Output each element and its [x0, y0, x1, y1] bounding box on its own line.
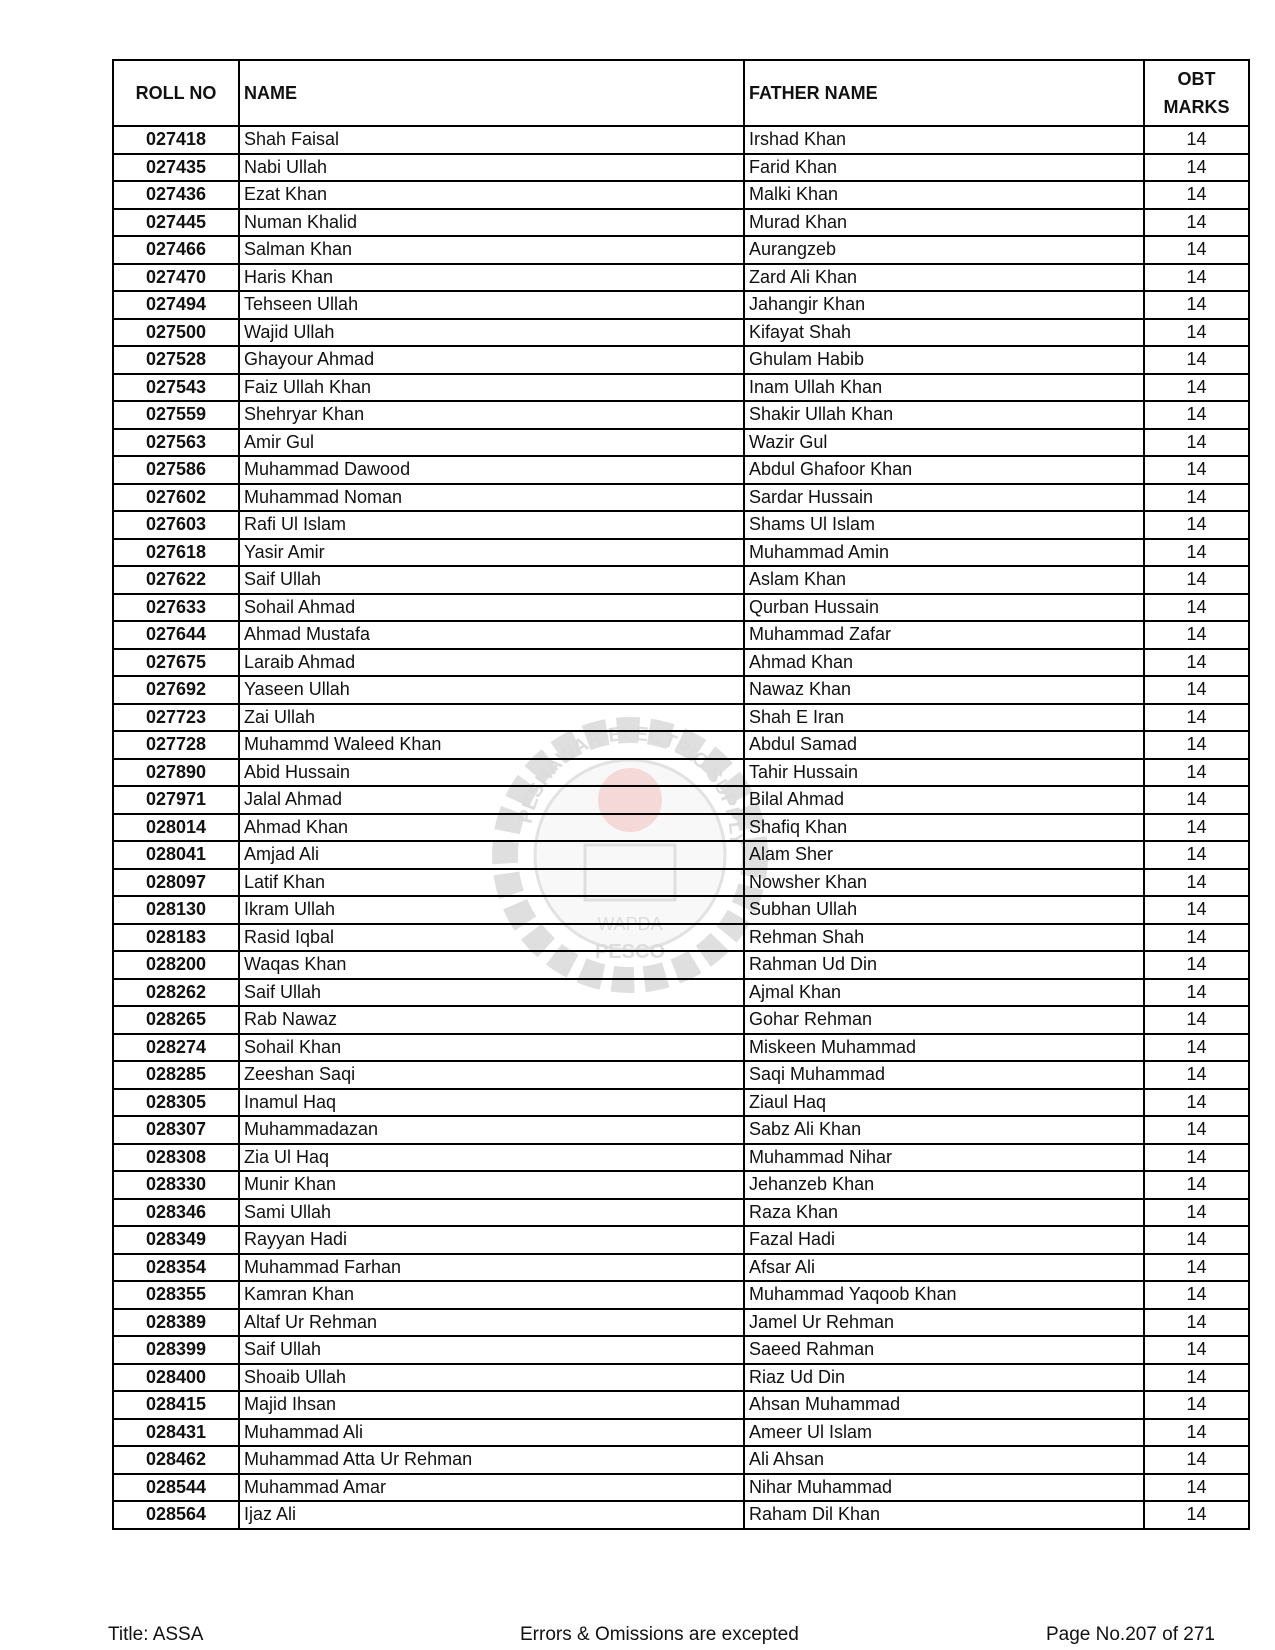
- table-row: [113, 1061, 1249, 1089]
- cell-obt-marks: 14: [1144, 429, 1249, 457]
- cell-roll-no: 027559: [113, 401, 239, 429]
- table-row: [113, 786, 1249, 814]
- cell-name: Rasid Iqbal: [239, 924, 744, 952]
- table-row: [113, 1501, 1249, 1529]
- cell-roll-no: 028462: [113, 1446, 239, 1474]
- cell-name: Muhammd Waleed Khan: [239, 731, 744, 759]
- cell-roll-no: 027435: [113, 154, 239, 182]
- cell-name: Abid Hussain: [239, 759, 744, 787]
- cell-obt-marks: 14: [1144, 1226, 1249, 1254]
- cell-roll-no: 028183: [113, 924, 239, 952]
- cell-roll-no: 027890: [113, 759, 239, 787]
- table-row: [113, 401, 1249, 429]
- cell-obt-marks: 14: [1144, 1171, 1249, 1199]
- header-name: NAME: [239, 60, 744, 126]
- cell-obt-marks: 14: [1144, 291, 1249, 319]
- cell-name: Shehryar Khan: [239, 401, 744, 429]
- cell-name: Ijaz Ali: [239, 1501, 744, 1529]
- cell-name: Ghayour Ahmad: [239, 346, 744, 374]
- cell-obt-marks: 14: [1144, 1419, 1249, 1447]
- cell-roll-no: 027470: [113, 264, 239, 292]
- cell-roll-no: 028389: [113, 1309, 239, 1337]
- cell-roll-no: 027728: [113, 731, 239, 759]
- cell-father-name: Sardar Hussain: [744, 484, 1144, 512]
- cell-father-name: Saeed Rahman: [744, 1336, 1144, 1364]
- table-row: [113, 264, 1249, 292]
- cell-father-name: Fazal Hadi: [744, 1226, 1144, 1254]
- cell-obt-marks: 14: [1144, 1501, 1249, 1529]
- cell-obt-marks: 14: [1144, 924, 1249, 952]
- cell-obt-marks: 14: [1144, 1364, 1249, 1392]
- cell-father-name: Riaz Ud Din: [744, 1364, 1144, 1392]
- cell-name: Yasir Amir: [239, 539, 744, 567]
- cell-father-name: Raham Dil Khan: [744, 1501, 1144, 1529]
- cell-roll-no: 028305: [113, 1089, 239, 1117]
- cell-roll-no: 027618: [113, 539, 239, 567]
- cell-father-name: Muhammad Nihar: [744, 1144, 1144, 1172]
- cell-obt-marks: 14: [1144, 759, 1249, 787]
- cell-obt-marks: 14: [1144, 649, 1249, 677]
- cell-obt-marks: 14: [1144, 1391, 1249, 1419]
- table-row: [113, 291, 1249, 319]
- cell-obt-marks: 14: [1144, 264, 1249, 292]
- cell-roll-no: 028200: [113, 951, 239, 979]
- header-marks-line: MARKS: [1163, 97, 1230, 117]
- cell-obt-marks: 14: [1144, 1116, 1249, 1144]
- cell-father-name: Ziaul Haq: [744, 1089, 1144, 1117]
- cell-name: Salman Khan: [239, 236, 744, 264]
- cell-obt-marks: 14: [1144, 484, 1249, 512]
- table-row: [113, 346, 1249, 374]
- cell-obt-marks: 14: [1144, 181, 1249, 209]
- table-row: [113, 566, 1249, 594]
- cell-name: Kamran Khan: [239, 1281, 744, 1309]
- cell-roll-no: 028564: [113, 1501, 239, 1529]
- cell-obt-marks: 14: [1144, 1281, 1249, 1309]
- cell-obt-marks: 14: [1144, 896, 1249, 924]
- cell-roll-no: 028262: [113, 979, 239, 1007]
- cell-name: Munir Khan: [239, 1171, 744, 1199]
- cell-father-name: Muhammad Amin: [744, 539, 1144, 567]
- cell-father-name: Shafiq Khan: [744, 814, 1144, 842]
- cell-name: Rafi Ul Islam: [239, 511, 744, 539]
- table-row: [113, 649, 1249, 677]
- cell-name: Muhammadazan: [239, 1116, 744, 1144]
- cell-father-name: Afsar Ali: [744, 1254, 1144, 1282]
- table-row: [113, 154, 1249, 182]
- cell-name: Muhammad Ali: [239, 1419, 744, 1447]
- cell-obt-marks: 14: [1144, 1254, 1249, 1282]
- cell-name: Saif Ullah: [239, 566, 744, 594]
- cell-obt-marks: 14: [1144, 1144, 1249, 1172]
- cell-obt-marks: 14: [1144, 1474, 1249, 1502]
- table-row: [113, 1391, 1249, 1419]
- cell-father-name: Jamel Ur Rehman: [744, 1309, 1144, 1337]
- cell-obt-marks: 14: [1144, 209, 1249, 237]
- cell-name: Inamul Haq: [239, 1089, 744, 1117]
- cell-roll-no: 028399: [113, 1336, 239, 1364]
- table-row: [113, 951, 1249, 979]
- table-row: [113, 1309, 1249, 1337]
- cell-roll-no: 028349: [113, 1226, 239, 1254]
- cell-roll-no: 028400: [113, 1364, 239, 1392]
- table-row: [113, 236, 1249, 264]
- cell-name: Ahmad Mustafa: [239, 621, 744, 649]
- table-row: [113, 1281, 1249, 1309]
- cell-father-name: Ali Ahsan: [744, 1446, 1144, 1474]
- table-row: [113, 704, 1249, 732]
- table-row: [113, 511, 1249, 539]
- footer-page-number: Page No.207 of 271: [1045, 1624, 1215, 1645]
- table-row: [113, 319, 1249, 347]
- cell-father-name: Rehman Shah: [744, 924, 1144, 952]
- cell-name: Rayyan Hadi: [239, 1226, 744, 1254]
- cell-name: Wajid Ullah: [239, 319, 744, 347]
- cell-name: Tehseen Ullah: [239, 291, 744, 319]
- cell-name: Numan Khalid: [239, 209, 744, 237]
- cell-roll-no: 027418: [113, 126, 239, 154]
- cell-father-name: Shakir Ullah Khan: [744, 401, 1144, 429]
- header-roll-no: ROLL NO: [113, 60, 239, 126]
- cell-name: Muhammad Atta Ur Rehman: [239, 1446, 744, 1474]
- cell-obt-marks: 14: [1144, 869, 1249, 897]
- cell-name: Majid Ihsan: [239, 1391, 744, 1419]
- cell-father-name: Jehanzeb Khan: [744, 1171, 1144, 1199]
- table-row: [113, 1144, 1249, 1172]
- cell-name: Zia Ul Haq: [239, 1144, 744, 1172]
- table-row: [113, 1364, 1249, 1392]
- cell-roll-no: 028014: [113, 814, 239, 842]
- cell-father-name: Gohar Rehman: [744, 1006, 1144, 1034]
- cell-name: Laraib Ahmad: [239, 649, 744, 677]
- cell-name: Zai Ullah: [239, 704, 744, 732]
- table-row: [113, 1089, 1249, 1117]
- header-obt-line: OBT: [1177, 69, 1216, 89]
- cell-father-name: Rahman Ud Din: [744, 951, 1144, 979]
- table-row: [113, 1199, 1249, 1227]
- table-row: [113, 126, 1249, 154]
- cell-name: Altaf Ur Rehman: [239, 1309, 744, 1337]
- table-row: [113, 1474, 1249, 1502]
- cell-name: Muhammad Noman: [239, 484, 744, 512]
- cell-roll-no: 028355: [113, 1281, 239, 1309]
- cell-roll-no: 027644: [113, 621, 239, 649]
- table-row: [113, 979, 1249, 1007]
- cell-name: Waqas Khan: [239, 951, 744, 979]
- cell-name: Saif Ullah: [239, 1336, 744, 1364]
- cell-name: Sohail Ahmad: [239, 594, 744, 622]
- cell-name: Amjad Ali: [239, 841, 744, 869]
- cell-roll-no: 028308: [113, 1144, 239, 1172]
- cell-roll-no: 028307: [113, 1116, 239, 1144]
- table-row: [113, 759, 1249, 787]
- cell-father-name: Farid Khan: [744, 154, 1144, 182]
- cell-name: Jalal Ahmad: [239, 786, 744, 814]
- cell-obt-marks: 14: [1144, 676, 1249, 704]
- cell-obt-marks: 14: [1144, 951, 1249, 979]
- cell-obt-marks: 14: [1144, 621, 1249, 649]
- cell-name: Sami Ullah: [239, 1199, 744, 1227]
- cell-father-name: Aslam Khan: [744, 566, 1144, 594]
- cell-roll-no: 027445: [113, 209, 239, 237]
- header-father-name: FATHER NAME: [744, 60, 1144, 126]
- cell-obt-marks: 14: [1144, 841, 1249, 869]
- cell-father-name: Malki Khan: [744, 181, 1144, 209]
- cell-roll-no: 028346: [113, 1199, 239, 1227]
- cell-father-name: Miskeen Muhammad: [744, 1034, 1144, 1062]
- cell-father-name: Alam Sher: [744, 841, 1144, 869]
- cell-father-name: Abdul Ghafoor Khan: [744, 456, 1144, 484]
- watermark-pesco-text: PESCO: [594, 941, 666, 963]
- cell-name: Ahmad Khan: [239, 814, 744, 842]
- cell-obt-marks: 14: [1144, 1089, 1249, 1117]
- cell-roll-no: 028330: [113, 1171, 239, 1199]
- cell-roll-no: 028285: [113, 1061, 239, 1089]
- cell-roll-no: 027494: [113, 291, 239, 319]
- cell-roll-no: 027500: [113, 319, 239, 347]
- cell-obt-marks: 14: [1144, 1199, 1249, 1227]
- cell-father-name: Raza Khan: [744, 1199, 1144, 1227]
- table-row: [113, 924, 1249, 952]
- cell-name: Saif Ullah: [239, 979, 744, 1007]
- table-row: [113, 676, 1249, 704]
- table-row: [113, 181, 1249, 209]
- table-header-row: [113, 60, 1249, 126]
- cell-father-name: Ghulam Habib: [744, 346, 1144, 374]
- cell-father-name: Jahangir Khan: [744, 291, 1144, 319]
- cell-name: Rab Nawaz: [239, 1006, 744, 1034]
- cell-obt-marks: 14: [1144, 814, 1249, 842]
- cell-obt-marks: 14: [1144, 979, 1249, 1007]
- cell-roll-no: 028265: [113, 1006, 239, 1034]
- cell-obt-marks: 14: [1144, 1336, 1249, 1364]
- cell-obt-marks: 14: [1144, 1061, 1249, 1089]
- cell-roll-no: 028130: [113, 896, 239, 924]
- cell-roll-no: 027466: [113, 236, 239, 264]
- cell-father-name: Inam Ullah Khan: [744, 374, 1144, 402]
- cell-obt-marks: 14: [1144, 456, 1249, 484]
- cell-father-name: Nawaz Khan: [744, 676, 1144, 704]
- results-table: [112, 59, 1250, 1530]
- cell-name: Latif Khan: [239, 869, 744, 897]
- cell-obt-marks: 14: [1144, 1446, 1249, 1474]
- cell-roll-no: 028041: [113, 841, 239, 869]
- cell-father-name: Muhammad Yaqoob Khan: [744, 1281, 1144, 1309]
- table-row: [113, 1034, 1249, 1062]
- table-row: [113, 594, 1249, 622]
- cell-obt-marks: 14: [1144, 511, 1249, 539]
- table-row: [113, 1006, 1249, 1034]
- cell-roll-no: 027436: [113, 181, 239, 209]
- cell-roll-no: 027563: [113, 429, 239, 457]
- cell-obt-marks: 14: [1144, 126, 1249, 154]
- cell-obt-marks: 14: [1144, 704, 1249, 732]
- cell-name: Sohail Khan: [239, 1034, 744, 1062]
- cell-roll-no: 027622: [113, 566, 239, 594]
- table-row: [113, 1254, 1249, 1282]
- table-row: [113, 621, 1249, 649]
- cell-obt-marks: 14: [1144, 786, 1249, 814]
- table-row: [113, 896, 1249, 924]
- cell-father-name: Ajmal Khan: [744, 979, 1144, 1007]
- table-row: [113, 209, 1249, 237]
- cell-roll-no: 027543: [113, 374, 239, 402]
- table-row: [113, 1116, 1249, 1144]
- cell-father-name: Ameer Ul Islam: [744, 1419, 1144, 1447]
- cell-roll-no: 027528: [113, 346, 239, 374]
- footer-title: Title: ASSA: [108, 1624, 204, 1645]
- cell-name: Muhammad Dawood: [239, 456, 744, 484]
- watermark-wapda-text: WAPDA: [597, 914, 663, 934]
- cell-roll-no: 028274: [113, 1034, 239, 1062]
- table-row: [113, 539, 1249, 567]
- cell-name: Amir Gul: [239, 429, 744, 457]
- cell-father-name: Saqi Muhammad: [744, 1061, 1144, 1089]
- cell-father-name: Wazir Gul: [744, 429, 1144, 457]
- cell-father-name: Murad Khan: [744, 209, 1144, 237]
- table-row: [113, 841, 1249, 869]
- cell-roll-no: 027723: [113, 704, 239, 732]
- cell-name: Ezat Khan: [239, 181, 744, 209]
- cell-roll-no: 028097: [113, 869, 239, 897]
- cell-obt-marks: 14: [1144, 594, 1249, 622]
- cell-name: Muhammad Farhan: [239, 1254, 744, 1282]
- cell-obt-marks: 14: [1144, 154, 1249, 182]
- cell-roll-no: 027586: [113, 456, 239, 484]
- table-row: [113, 731, 1249, 759]
- header-obt-marks: [1144, 60, 1249, 126]
- cell-father-name: Qurban Hussain: [744, 594, 1144, 622]
- table-row: [113, 374, 1249, 402]
- table-row: [113, 1226, 1249, 1254]
- cell-roll-no: 027692: [113, 676, 239, 704]
- table-row: [113, 1419, 1249, 1447]
- table-row: [113, 484, 1249, 512]
- cell-father-name: Shah E Iran: [744, 704, 1144, 732]
- cell-father-name: Zard Ali Khan: [744, 264, 1144, 292]
- cell-name: Haris Khan: [239, 264, 744, 292]
- cell-obt-marks: 14: [1144, 731, 1249, 759]
- cell-father-name: Ahmad Khan: [744, 649, 1144, 677]
- cell-father-name: Kifayat Shah: [744, 319, 1144, 347]
- cell-father-name: Aurangzeb: [744, 236, 1144, 264]
- cell-father-name: Sabz Ali Khan: [744, 1116, 1144, 1144]
- table-row: [113, 1171, 1249, 1199]
- cell-father-name: Nihar Muhammad: [744, 1474, 1144, 1502]
- table-row: [113, 814, 1249, 842]
- cell-name: Shoaib Ullah: [239, 1364, 744, 1392]
- watermark-arc-text: PESHAWAR ELECTRIC SUPPLY: [514, 722, 748, 847]
- cell-name: Ikram Ullah: [239, 896, 744, 924]
- footer-notice: Errors & Omissions are excepted: [520, 1624, 799, 1645]
- cell-father-name: Muhammad Zafar: [744, 621, 1144, 649]
- cell-obt-marks: 14: [1144, 319, 1249, 347]
- cell-obt-marks: 14: [1144, 1309, 1249, 1337]
- cell-father-name: Irshad Khan: [744, 126, 1144, 154]
- cell-name: Faiz Ullah Khan: [239, 374, 744, 402]
- cell-obt-marks: 14: [1144, 566, 1249, 594]
- cell-father-name: Tahir Hussain: [744, 759, 1144, 787]
- cell-obt-marks: 14: [1144, 374, 1249, 402]
- cell-name: Zeeshan Saqi: [239, 1061, 744, 1089]
- table-row: [113, 456, 1249, 484]
- cell-name: Muhammad Amar: [239, 1474, 744, 1502]
- cell-obt-marks: 14: [1144, 539, 1249, 567]
- cell-roll-no: 027971: [113, 786, 239, 814]
- table-row: [113, 1446, 1249, 1474]
- table-row: [113, 869, 1249, 897]
- cell-name: Nabi Ullah: [239, 154, 744, 182]
- cell-roll-no: 027633: [113, 594, 239, 622]
- cell-name: Shah Faisal: [239, 126, 744, 154]
- cell-father-name: Subhan Ullah: [744, 896, 1144, 924]
- cell-roll-no: 028354: [113, 1254, 239, 1282]
- cell-obt-marks: 14: [1144, 1006, 1249, 1034]
- cell-father-name: Nowsher Khan: [744, 869, 1144, 897]
- cell-obt-marks: 14: [1144, 1034, 1249, 1062]
- cell-roll-no: 027602: [113, 484, 239, 512]
- cell-obt-marks: 14: [1144, 401, 1249, 429]
- cell-father-name: Ahsan Muhammad: [744, 1391, 1144, 1419]
- cell-father-name: Shams Ul Islam: [744, 511, 1144, 539]
- cell-roll-no: 028544: [113, 1474, 239, 1502]
- cell-roll-no: 027603: [113, 511, 239, 539]
- cell-roll-no: 028431: [113, 1419, 239, 1447]
- cell-obt-marks: 14: [1144, 236, 1249, 264]
- table-row: [113, 429, 1249, 457]
- cell-name: Yaseen Ullah: [239, 676, 744, 704]
- cell-roll-no: 028415: [113, 1391, 239, 1419]
- cell-father-name: Bilal Ahmad: [744, 786, 1144, 814]
- cell-father-name: Abdul Samad: [744, 731, 1144, 759]
- cell-obt-marks: 14: [1144, 346, 1249, 374]
- cell-roll-no: 027675: [113, 649, 239, 677]
- table-row: [113, 1336, 1249, 1364]
